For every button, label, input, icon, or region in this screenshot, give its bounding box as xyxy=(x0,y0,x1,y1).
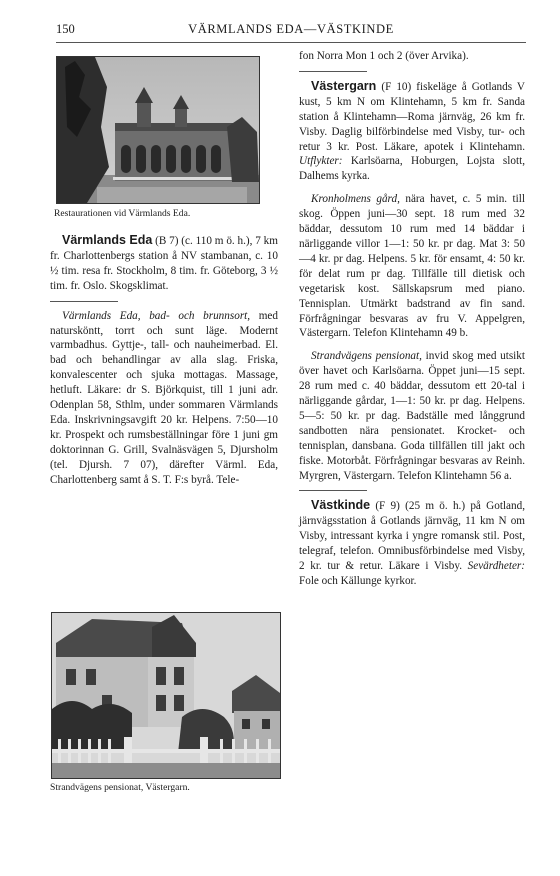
sevardheter-label: Sevärdheter: xyxy=(467,560,526,573)
entry-title-vastkinde: Västkinde xyxy=(311,498,371,513)
entry-varmlands-eda-bad xyxy=(50,309,278,488)
photo-strandvagens-caption: Strandvägens pensionat, Västergarn. xyxy=(50,782,190,793)
entry-text-varmlands-eda-bad: med natursköntt, torrt och sunt läge. Modernt varmbadhus. Gyttje-, tall- och nauheimerbad. El. bad och behandlingar av alla slag. Friska, konvalescenter och sjuka mottagas. Massage, hetluft. Läkare: dr S. Björkquist, till 1 juni adr. Odenplan 58, Sthlm, under sommaren Värmlands Eda. Inskrivningsavgift 20 kr. Helpens. 7:50—10 kr. Prospekt och rumsbeställningar före 1 juni gm doktorinnan G. Grill, Svalnäsvägen 5, Djursholm (tel. Djursh. 7 07), därefter Värml. Eda, Charlottenberg samt å S. T. F:s byrå. Tele- xyxy=(50,309,278,486)
entry-text-varmlands-eda: (B 7) (c. 110 m ö. h.), 7 km fr. Charlottenbergs station å NV stambanan, c. 10 ½ tim. resa fr. Stockholm, 8 tim. fr. Göteborg, 3 ½ tim. fr. Oslo. Skogsklimat. xyxy=(50,235,278,292)
entry-text-strandvagens: invid skog med utsikt över havet och Karlsöarna. Öppet juni—15 sept. 28 rum med c. 40 bäddar, dessutom ett 20-tal i närliggande gårdar, 1—1: 50 kr. pr dag. Helpens. 5—5: 50 kr. pr dag. Badställe med långgrund sandbotten nära pensionatet. Krocket- och tennisplan, dansbana. Goda tillfällen till jakt och fiske. Motorbåt. Förfrågningar besvaras av Reinh. Myrgren, Västergarn. Telefon Klintehamn 56 a. xyxy=(299,350,525,482)
entry-varmlands-eda xyxy=(50,233,278,294)
photo-restaurant-caption: Restaurationen vid Värmlands Eda. xyxy=(54,208,191,219)
entry-text-vastkinde: (F 9) (25 m ö. h.) på Gotland, järnvägsstation å Gotlands järnväg, 11 km N om Visby, intressant kyrka i yngre romansk stil. Post, telegraf, telefon. Omnibusförbindelse med Visby, 2 kr. tur & retur. Läkare i Visby. xyxy=(299,500,525,573)
page-number: 150 xyxy=(56,22,75,36)
right-column xyxy=(299,49,525,589)
entry-title-vastergarn: Västergarn xyxy=(311,78,377,93)
entry-strandvagens-pensionat xyxy=(299,349,525,483)
entry-title-varmlands-eda: Värmlands Eda xyxy=(62,233,153,247)
photo-restaurant xyxy=(56,56,260,204)
left-column xyxy=(50,233,278,488)
entry-text-kronholmens: nära havet, c. 5 min. till skog. Öppen juni—30 sept. 18 rum med 32 bäddar, dessutom 10 rum med 14 bäddar i närliggande villor 1—1: 50 kr. pr dag. Mat 3: 50—4 kr. pr dag. Helpens. 5 kr. för ensamt, 4: 50 kr. för delat rum pr dag. Tillfälle till dietisk och vegetarisk kost. Sällskapsrum med piano. Tennisplan. Utmärkt badstrand av fin sand. Förfrågningar besvaras av fru V. Appelgren, Västergarn. Telefon Klintehamn 49 b. xyxy=(299,193,525,340)
entry-kronholmens-gard xyxy=(299,192,525,341)
continuation-text: fon Norra Mon 1 och 2 (över Arvika). xyxy=(299,50,469,62)
entry-vastergarn xyxy=(299,79,525,184)
entry-text-vastergarn: (F 10) fiskeläge å Gotlands V kust, 5 km N om Klintehamn, 5 km fr. Sanda station å Klintehamn—Roma järnväg, 26 km fr. Visby. Daglig bilförbindelse med Visby, tur- och retur 3 kr. Post. Läkare, apotek i Klintehamn. xyxy=(299,80,525,153)
photo-strandvagens-pensionat xyxy=(51,612,281,779)
sevardheter-text: Fole och Källunge kyrkor. xyxy=(299,575,417,587)
utflykter-text: Karlsöarna, Hoburgen, Lojsta slott, Dalhems kyrka. xyxy=(299,155,525,183)
section-rule xyxy=(50,301,118,302)
entry-lead-kronholmens: Kronholmens gård, xyxy=(311,193,400,206)
running-head: VÄRMLANDS EDA—VÄSTKINDE xyxy=(188,22,394,36)
utflykter-label: Utflykter: xyxy=(299,155,343,168)
page-header xyxy=(56,22,526,43)
entry-lead-varmlands-eda-bad: Värmlands Eda, bad- och brunnsort, xyxy=(62,309,251,322)
section-rule xyxy=(299,490,367,491)
section-rule xyxy=(299,71,367,72)
entry-vastkinde xyxy=(299,498,525,588)
entry-lead-strandvagens: Strandvägens pensionat, xyxy=(311,350,422,363)
